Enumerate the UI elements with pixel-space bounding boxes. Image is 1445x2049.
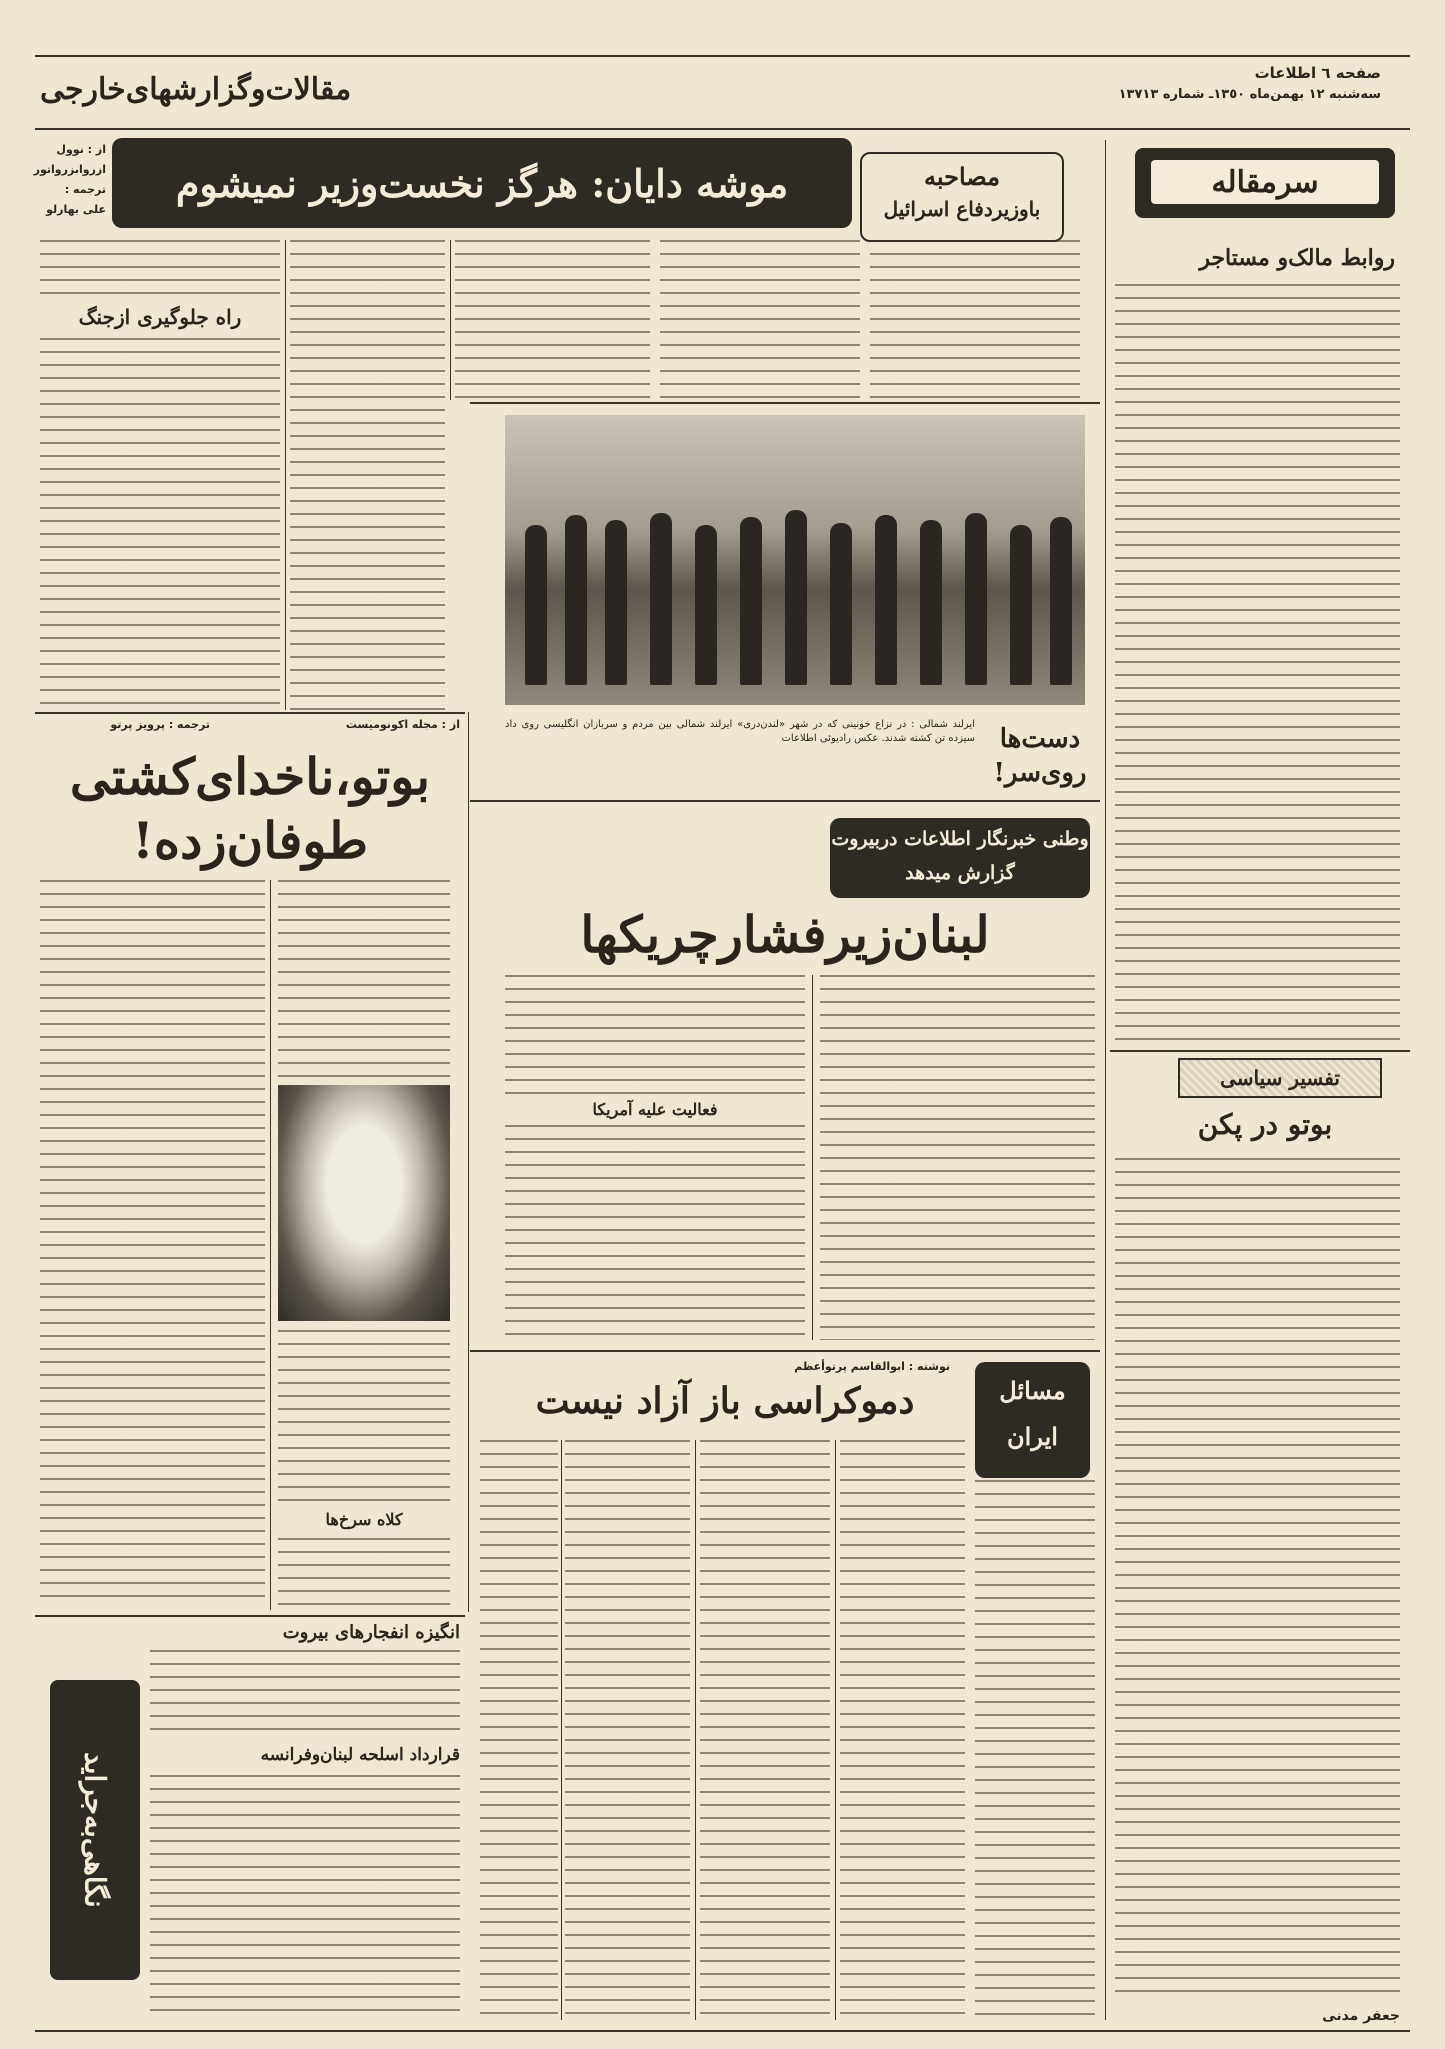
dayan-col-4 — [290, 240, 445, 710]
photo-bottom-rule — [470, 800, 1100, 802]
dayan-col-3 — [455, 240, 650, 400]
democracy-rule-3 — [561, 1440, 562, 2020]
lebanon-col-2 — [505, 975, 805, 1095]
bottom-rule — [35, 2030, 1410, 2032]
democracy-rule-1 — [835, 1440, 836, 2020]
dayan-translator: علی بهارلو — [46, 203, 106, 216]
tafsir-label: تفسیر سیاسی — [1178, 1058, 1382, 1098]
col-rule-b — [450, 240, 451, 400]
bhutto-col-2 — [40, 880, 265, 1600]
section-title: مقالات‌وگزارشهای‌خارجی — [40, 72, 352, 107]
bhutto-col-rule — [270, 880, 271, 1610]
dayan-col-5 — [40, 240, 280, 300]
beirut-body-2 — [150, 1775, 460, 2015]
lebanon-headline: لبنان‌زیرفشارچریکها — [580, 905, 990, 964]
democracy-col-5 — [480, 1440, 558, 2020]
bhutto-source: از : مجله اکونومیست — [345, 718, 460, 731]
beirut-subhead: قرارداد اسلحه لبنان‌وفرانسه — [260, 1745, 460, 1765]
lebanon-col-1 — [820, 975, 1095, 1340]
left-col-rule — [468, 712, 469, 1612]
editorial-body — [1115, 284, 1400, 1044]
photo-caption: ایرلند شمالی : در نزاع خونینی که در شهر «لندن‌دری» ایرلند شمالی بین مردم و سربازان انگلیسی روی داد سیزده تن کشته شدند. عکس رادیوئی اطلاعات — [505, 719, 975, 744]
lebanon-subhead: فعالیت علیه آمریکا — [592, 1100, 718, 1119]
dayan-source-text: از : نوول ازروابزرواتور — [33, 143, 106, 176]
tafsir-headline: بوتو در پکن — [1197, 1108, 1333, 1141]
democracy-box: مسائل ایران — [975, 1362, 1090, 1478]
dayan-headline-banner — [112, 138, 852, 228]
tafsir-body — [1115, 1158, 1400, 2003]
news-photo — [505, 415, 1085, 705]
photo-top-rule — [470, 402, 1100, 404]
col-rule-a — [285, 240, 286, 710]
dayan-col-5b — [40, 338, 280, 710]
dayan-col-1 — [870, 240, 1080, 400]
editorial-rule — [1105, 140, 1106, 2020]
democracy-rule-2 — [695, 1440, 696, 2020]
press-review-stamp: نگاهی‌به‌جراید — [50, 1680, 140, 1980]
top-rule — [35, 55, 1410, 57]
dayan-headline: موشه دایان: هرگز نخست‌وزیر نمیشوم — [175, 160, 789, 206]
footer-author: جعفر مدنی — [1322, 2008, 1400, 2024]
dayan-subhead: راه جلوگیری ازجنگ — [78, 305, 242, 329]
date-info: سه‌شنبه ١٢ بهمن‌ماه ١٣٥٠ـ شماره ١٣٧١٣ — [1118, 87, 1381, 102]
bhutto-headline: بوتو،ناخدای‌کشتی طوفان‌زده! — [69, 747, 431, 870]
democracy-headline: دموکراسی باز آزاد نیست — [535, 1380, 915, 1422]
lebanon-col-rule — [812, 975, 813, 1340]
bhutto-top-rule — [35, 712, 465, 714]
tafsir-top-rule — [1110, 1050, 1410, 1052]
bhutto-col-1 — [278, 880, 450, 1080]
democracy-col-1 — [975, 1480, 1095, 2020]
header-rule — [35, 128, 1410, 130]
photo-title: دست‌ها روی‌سر! — [993, 724, 1087, 788]
interview-box — [860, 152, 1064, 242]
lebanon-bottom-rule — [470, 1350, 1100, 1352]
lebanon-kicker: وطنی خبرنگار اطلاعات دربیروت گزارش میدهد — [830, 818, 1090, 898]
bhutto-translator: ترجمه : پرویز پرتو — [110, 718, 210, 731]
lebanon-col-2b — [505, 1125, 805, 1340]
democracy-col-2 — [840, 1440, 965, 2020]
democracy-author: نوشته : ابوالقاسم پرتوأعظم — [794, 1360, 950, 1373]
interview-box-subtitle: باوزیردفاع اسرائیل — [883, 197, 1041, 221]
interview-box-title: مصاحبه — [924, 162, 1000, 191]
dayan-translator-label: ترجمه : — [64, 183, 106, 196]
bhutto-subhead: کلاه سرخ‌ها — [325, 1510, 403, 1529]
bhutto-col-1c — [278, 1538, 450, 1608]
beirut-headline: انگیزه انفجارهای بیروت — [282, 1622, 460, 1643]
page-info: صفحه ٦ اطلاعات — [1254, 64, 1381, 82]
header-info — [1119, 62, 1381, 106]
bhutto-col-1b — [278, 1330, 450, 1505]
editorial-headline: روابط مالک‌و مستاجر — [1199, 245, 1395, 271]
editorial-logo-text: سرمقاله — [1151, 160, 1379, 204]
democracy-col-3 — [700, 1440, 830, 2020]
beirut-top-rule — [35, 1615, 465, 1617]
dayan-source — [33, 140, 106, 220]
editorial-logo — [1135, 148, 1395, 218]
bhutto-portrait — [278, 1085, 450, 1321]
democracy-col-4 — [565, 1440, 690, 2020]
dayan-col-2 — [660, 240, 860, 400]
beirut-body-1 — [150, 1650, 460, 1740]
